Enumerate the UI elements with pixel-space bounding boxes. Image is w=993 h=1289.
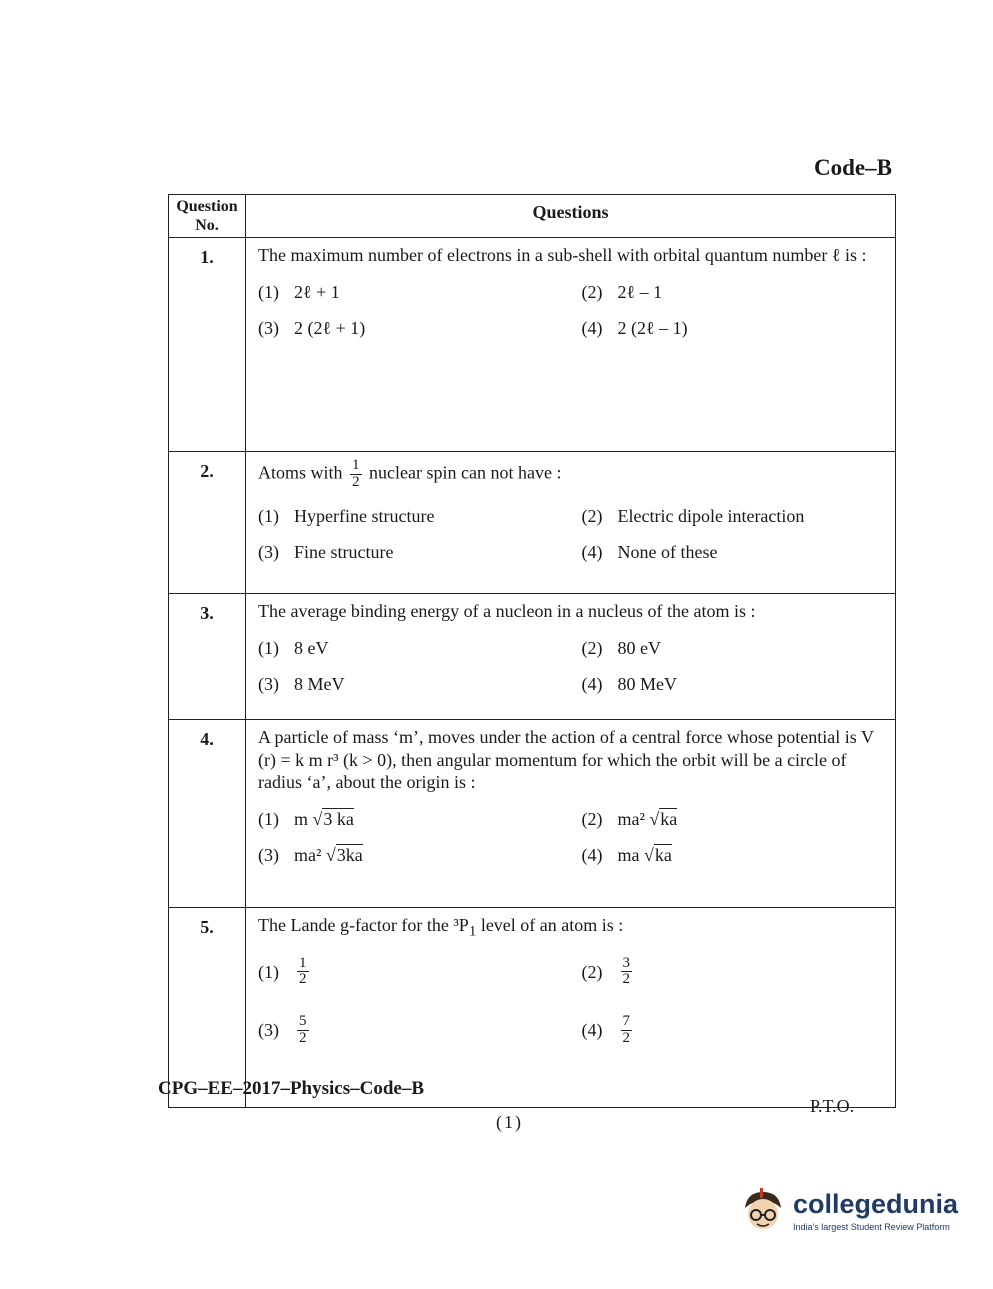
brand-name: collegedunia bbox=[793, 1188, 959, 1219]
option: (1) $\frac{1}{2}$ bbox=[258, 954, 307, 988]
question-number: 4. bbox=[169, 720, 246, 908]
option: (1) Hyperfine structure bbox=[258, 505, 435, 526]
options-grid bbox=[258, 637, 885, 696]
option: (2) 80 eV bbox=[581, 637, 661, 658]
question-number: 3. bbox=[169, 594, 246, 720]
option: (2) Electric dipole interaction bbox=[581, 505, 805, 526]
question-stem: A particle of mass ‘m’, moves under the action of a central force whose potential is V (r) = k m r³ (k > 0), then angular momentum for which the orbit will be a circle of radius ‘a’, about the origin is : bbox=[258, 727, 874, 793]
question-body bbox=[246, 594, 896, 720]
option: (3) $\frac{5}{2}$ bbox=[258, 1013, 307, 1046]
option: (2) $\frac{3}{2}$ bbox=[581, 954, 630, 988]
question-body bbox=[246, 452, 896, 594]
options-grid bbox=[258, 505, 885, 564]
table-header-row bbox=[169, 195, 896, 238]
option: (3) Fine structure bbox=[258, 542, 394, 563]
option: (4) 2 (2ℓ – 1) bbox=[581, 318, 688, 339]
fraction: $\frac{5}{2}$ bbox=[299, 1013, 307, 1046]
paper-code-label: Code–B bbox=[814, 155, 892, 180]
question-number: 1. bbox=[169, 238, 246, 452]
question-row bbox=[169, 594, 896, 720]
footer-paper-code: CPG–EE–2017–Physics–Code–B bbox=[158, 1078, 425, 1099]
question-row bbox=[169, 452, 896, 594]
question-number: 5. bbox=[169, 908, 246, 1108]
option: (4) None of these bbox=[581, 542, 718, 563]
fraction: $\frac{7}{2}$ bbox=[622, 1013, 630, 1046]
page-number: (1) bbox=[496, 1112, 523, 1132]
question-row bbox=[169, 720, 896, 908]
option: (3) 2 (2ℓ + 1) bbox=[258, 318, 366, 339]
questions-header: Questions bbox=[246, 195, 896, 238]
option: (3) 8 MeV bbox=[258, 674, 345, 695]
brand-tagline: India's largest Student Review Platform bbox=[793, 1221, 950, 1232]
question-stem: The maximum number of electrons in a sub-shell with orbital quantum number ℓ is : bbox=[258, 245, 867, 266]
question-body bbox=[246, 720, 896, 908]
option: (1) 2ℓ + 1 bbox=[258, 281, 340, 302]
option: (4) 80 MeV bbox=[581, 674, 677, 695]
question-number: 2. bbox=[169, 452, 246, 594]
question-stem: The average binding energy of a nucleon in a nucleus of the atom is : bbox=[258, 601, 756, 622]
fraction: $\frac{1}{2}$ bbox=[299, 954, 307, 988]
questions-table bbox=[168, 194, 896, 1108]
mascot-icon bbox=[737, 1186, 787, 1236]
pto-label: P.T.O. bbox=[810, 1096, 855, 1116]
options-grid bbox=[258, 281, 885, 340]
collegedunia-logo bbox=[737, 1186, 958, 1236]
fraction: $\frac{3}{2}$ bbox=[622, 954, 630, 988]
option: (1) 8 eV bbox=[258, 637, 329, 658]
fraction: $\frac{1}{2}$ bbox=[352, 457, 360, 491]
option: (3) ma² √3ka bbox=[258, 845, 363, 866]
option: (4) $\frac{7}{2}$ bbox=[581, 1013, 630, 1046]
question-no-header: Question No. bbox=[169, 195, 246, 238]
question-body bbox=[246, 238, 896, 452]
question-stem: The Lande g-factor for the $^3P_1$ level of an atom is : bbox=[258, 915, 624, 940]
option: (2) 2ℓ – 1 bbox=[581, 281, 663, 302]
option: (2) ma² √ka bbox=[581, 808, 678, 829]
option: (4) ma √ka bbox=[581, 845, 672, 866]
options-grid bbox=[258, 956, 885, 1047]
options-grid bbox=[258, 808, 885, 867]
question-row bbox=[169, 238, 896, 452]
question-stem: Atoms with $\frac{1}{2}$ nuclear spin can not have : bbox=[258, 457, 562, 491]
option: (1) m √3 ka bbox=[258, 808, 354, 829]
